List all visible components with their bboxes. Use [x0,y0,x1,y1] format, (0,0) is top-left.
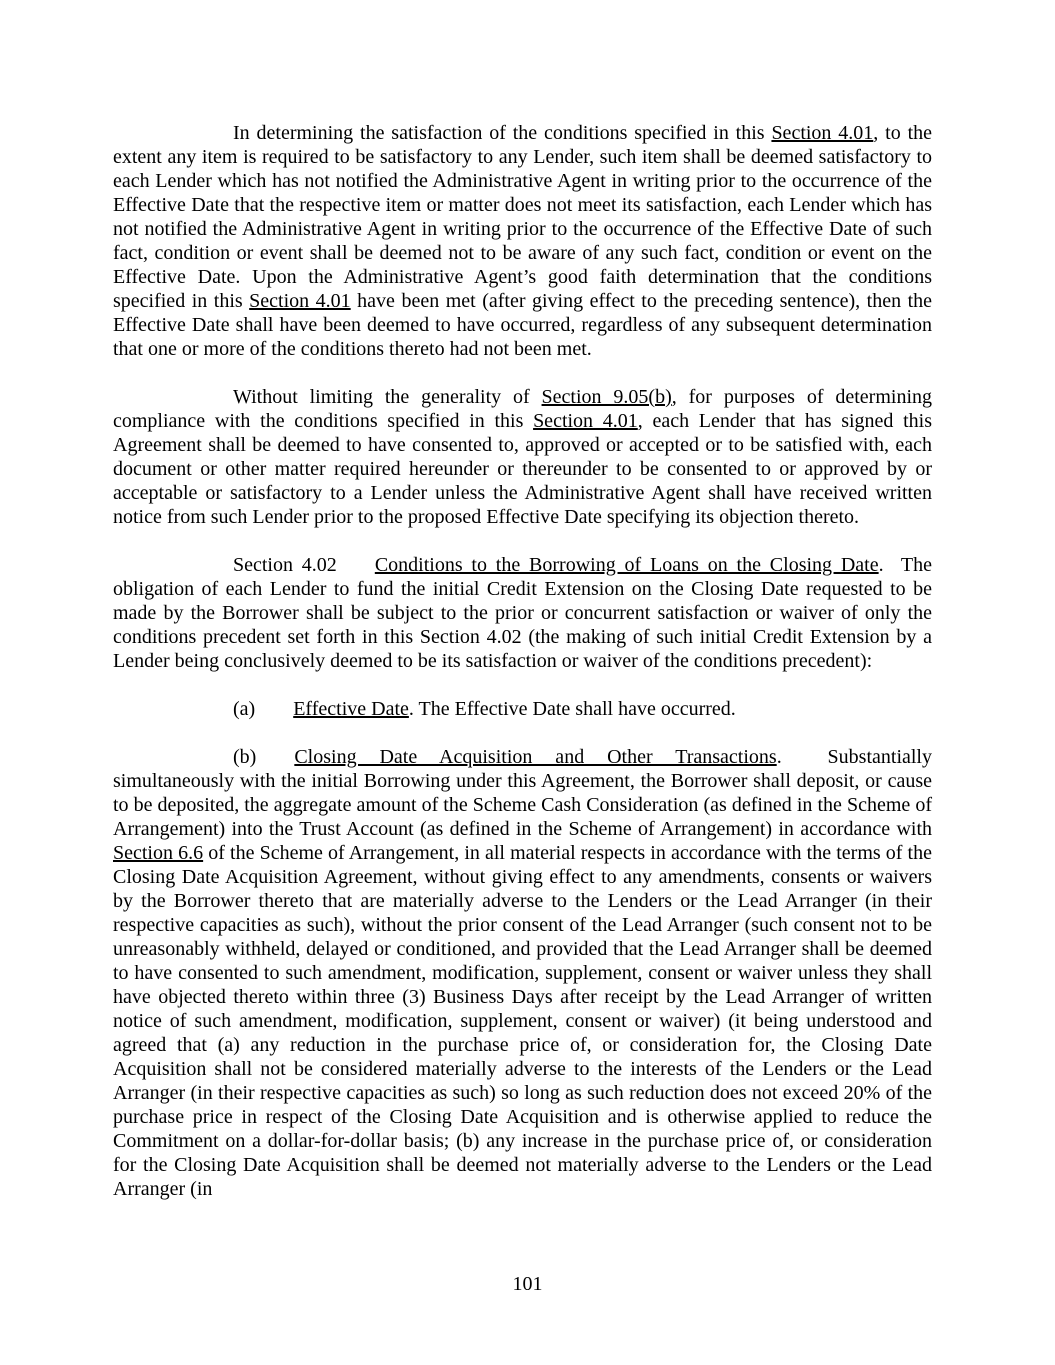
underlined-reference: Effective Date [293,698,409,720]
text-segment: . Substantially simultaneously with the initial Borrowing under this Agreement, the Borrower shall deposit, or cause to be deposited, the aggregate amount of the Scheme Cash Consideration (as defined in the Scheme of Arrangement) into the Trust Account (as defined in the Scheme of Arrangement) in accordance with [113,746,932,840]
underlined-reference: Conditions to the Borrowing of Loans on the Closing Date [374,554,879,576]
text-segment: of the Scheme of Arrangement, in all material respects in accordance with the terms of the Closing Date Acquisition Agreement, without giving effect to any amendments, consents or waivers by the Borrower thereto that are materially adverse to the Lenders or the Lead Arranger (in their respective capacities as such), without the prior consent of the Lead Arranger (such consent not to be unreasonably withheld, delayed or conditioned, and provided that the Lead Arranger shall be deemed to have consented to such amendment, modification, supplement, consent or waiver unless they shall have objected thereto within three (3) Business Days after receipt by the Lead Arranger of written notice of such amendment, modification, supplement, consent or waiver) (it being understood and agreed that (a) any reduction in the purchase price of, or consideration for, the Closing Date Acquisition shall not be considered materially adverse to the interests of the Lenders or the Lead Arranger (in their respective capacities as such) so long as such reduction does not exceed 20% of the purchase price in respect of the Closing Date Acquisition and is otherwise applied to reduce the Commitment on a dollar-for-dollar basis; (b) any increase in the purchase price of, or consideration for the Closing Date Acquisition shall be deemed not materially adverse to the Lenders or the Lead Arranger (in [113,842,932,1200]
underlined-reference: Section 4.01 [771,122,874,144]
text-segment: In determining the satisfaction of the conditions specified in this [233,122,772,144]
underlined-reference: Closing Date Acquisition and Other Transactions [294,746,777,768]
section-4-02-heading-paragraph [113,553,932,673]
text-segment: Section 4.02 [233,554,337,576]
text-segment: . The Effective Date shall have occurred. [408,698,736,720]
text-segment: (b) [233,746,257,768]
section-9-05b-compliance-paragraph [113,385,932,529]
text-segment: , for purposes of determining compliance with the conditions specified in this [113,386,932,432]
underlined-reference: Section 4.01 [249,290,351,312]
text-segment: have been met (after giving effect to the preceding sentence), then the Effective Date shall have been deemed to have occurred, regardless of any subsequent determination that one or more of the conditions thereto had not been met. [113,290,933,360]
item-b-closing-date-acquisition-paragraph [113,745,932,1201]
underlined-reference: Section 4.01 [533,410,638,432]
document-body [113,121,932,1225]
text-segment: , each Lender that has signed this Agreement shall be deemed to have consented to, approved or accepted or to be satisfied with, each document or other matter required hereunder or thereunder to be consented to or approved by or acceptable or satisfactory to a Lender unless the Administrative Agent shall have received written notice from such Lender prior to the proposed Effective Date specifying its objection thereto. [113,410,933,528]
item-a-effective-date-paragraph [113,697,932,721]
underlined-reference: Section 9.05(b) [541,386,672,408]
text-segment: (a) [233,698,256,720]
page-number: 101 [512,1273,543,1295]
section-4-01-satisfaction-paragraph [113,121,932,361]
underlined-reference: Section 6.6 [113,842,204,864]
text-segment: Without limiting the generality of [233,386,542,408]
text-segment: . The obligation of each Lender to fund the initial Credit Extension on the Closing Date requested to be made by the Borrower shall be subject to the prior or concurrent satisfaction or waiver of only the conditions precedent set forth in this Section 4.02 (the making of such initial Credit Extension by a Lender being conclusively deemed to be its satisfaction or waiver of the conditions precedent): [113,554,933,672]
text-segment: , to the extent any item is required to be satisfactory to any Lender, such item shall be deemed satisfactory to each Lender which has not notified the Administrative Agent in writing prior to the occurrence of the Effective Date that the respective item or matter does not meet its satisfaction, each Lender which has not notified the Administrative Agent in writing prior to the occurrence of the Effective Date of such fact, condition or event shall be deemed not to be aware of any such fact, condition or event on the Effective Date. Upon the Administrative Agent’s good faith determination that the conditions specified in this [113,122,932,312]
